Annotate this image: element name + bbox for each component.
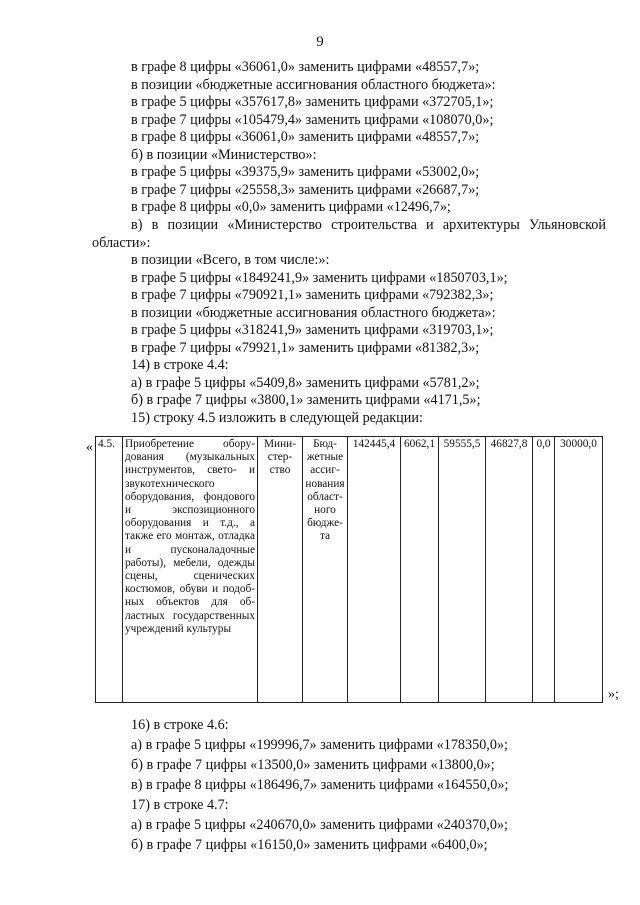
- row-value-5: 142445,4: [348, 437, 401, 703]
- text-line: 15) строку 4.5 изложить в следующей редакции:: [131, 410, 423, 426]
- text-line: а) в графе 5 цифры «199996,7» заменить цифрами «178350,0»;: [131, 737, 508, 753]
- page-number: 9: [316, 34, 324, 50]
- row-value-10: 30000,0: [555, 437, 603, 703]
- quote-close: »;: [608, 687, 619, 702]
- text-line: в) в графе 8 цифры «186496,7» заменить цифрами «164550,0»;: [131, 777, 509, 793]
- text-line: в графе 8 цифры «36061,0» заменить цифрами «48557,7»;: [131, 129, 480, 146]
- text-line: в) в позиции «Министерство строительства и архитектуры Ульяновской: [131, 216, 606, 233]
- row-value-6: 6062,1: [401, 437, 439, 703]
- row-number: 4.5.: [96, 437, 123, 703]
- amended-row-table: [95, 436, 603, 703]
- text-line: в графе 5 цифры «1849241,9» заменить цифрами «1850703,1»;: [131, 269, 508, 286]
- text-line: в графе 5 цифры «39375,9» заменить цифрами «53002,0»;: [131, 164, 480, 181]
- row-source: Бюджетные ассигнования областного бюджета: [303, 437, 348, 703]
- text-line: б) в графе 7 цифры «13500,0» заменить цифрами «13800,0»;: [131, 757, 495, 773]
- text-line: 17) в строке 4.7:: [131, 797, 229, 813]
- text-line: б) в позиции «Министерство»:: [131, 146, 317, 163]
- text-line: в графе 7 цифры «25558,3» заменить цифрами «26687,7»;: [131, 181, 480, 198]
- text-line: в графе 5 цифры «318241,9» заменить цифрами «319703,1»;: [131, 322, 494, 339]
- text-line: в графе 8 цифры «36061,0» заменить цифрами «48557,7»;: [131, 59, 480, 75]
- text-line: в графе 7 цифры «105479,4» заменить цифрами «108070,0»;: [131, 111, 494, 128]
- text-line: б) в графе 7 цифры «3800,1» заменить цифрами «4171,5»;: [131, 392, 481, 409]
- text-line: области»:: [92, 234, 151, 251]
- text-line: 14) в строке 4.4:: [131, 357, 229, 374]
- text-line: в позиции «бюджетные ассигнования областного бюджета»:: [131, 76, 496, 93]
- row-ministry: Министерство: [258, 437, 303, 703]
- text-line: а) в графе 5 цифры «5409,8» заменить цифрами «5781,2»;: [131, 374, 480, 391]
- row-value-9: 0,0: [533, 437, 555, 703]
- text-line: в позиции «бюджетные ассигнования областного бюджета»:: [131, 304, 496, 321]
- text-line: в графе 8 цифры «0,0» заменить цифрами «12496,7»;: [131, 199, 451, 216]
- row-value-7: 59555,5: [439, 437, 486, 703]
- row-value-8: 46827,8: [486, 437, 533, 703]
- text-line: а) в графе 5 цифры «240670,0» заменить цифрами «240370,0»;: [131, 817, 508, 833]
- text-line: б) в графе 7 цифры «16150,0» заменить цифрами «6400,0»;: [131, 837, 488, 853]
- table-row: [96, 437, 603, 703]
- text-line: в графе 5 цифры «357617,8» заменить цифрами «372705,1»;: [131, 94, 494, 111]
- text-line: в позиции «Всего, в том числе:»:: [131, 252, 330, 269]
- text-line: в графе 7 цифры «790921,1» заменить цифрами «792382,3»;: [131, 287, 494, 304]
- row-name: Приобретение оборудования (музыкальных инструментов, свето- и звукотехнического оборудования, фондового и экспозиционного оборудования и т.д., а также его монтаж, отладка и пусконаладочные работы), мебели, одежды сцены, сценических костюмов, обуви и подобных объектов для областных государственных учреждений культуры: [123, 437, 258, 703]
- text-line: 16) в строке 4.6:: [131, 717, 229, 733]
- text-line: в графе 7 цифры «79921,1» заменить цифрами «81382,3»;: [131, 339, 480, 356]
- quote-open: «: [86, 440, 93, 455]
